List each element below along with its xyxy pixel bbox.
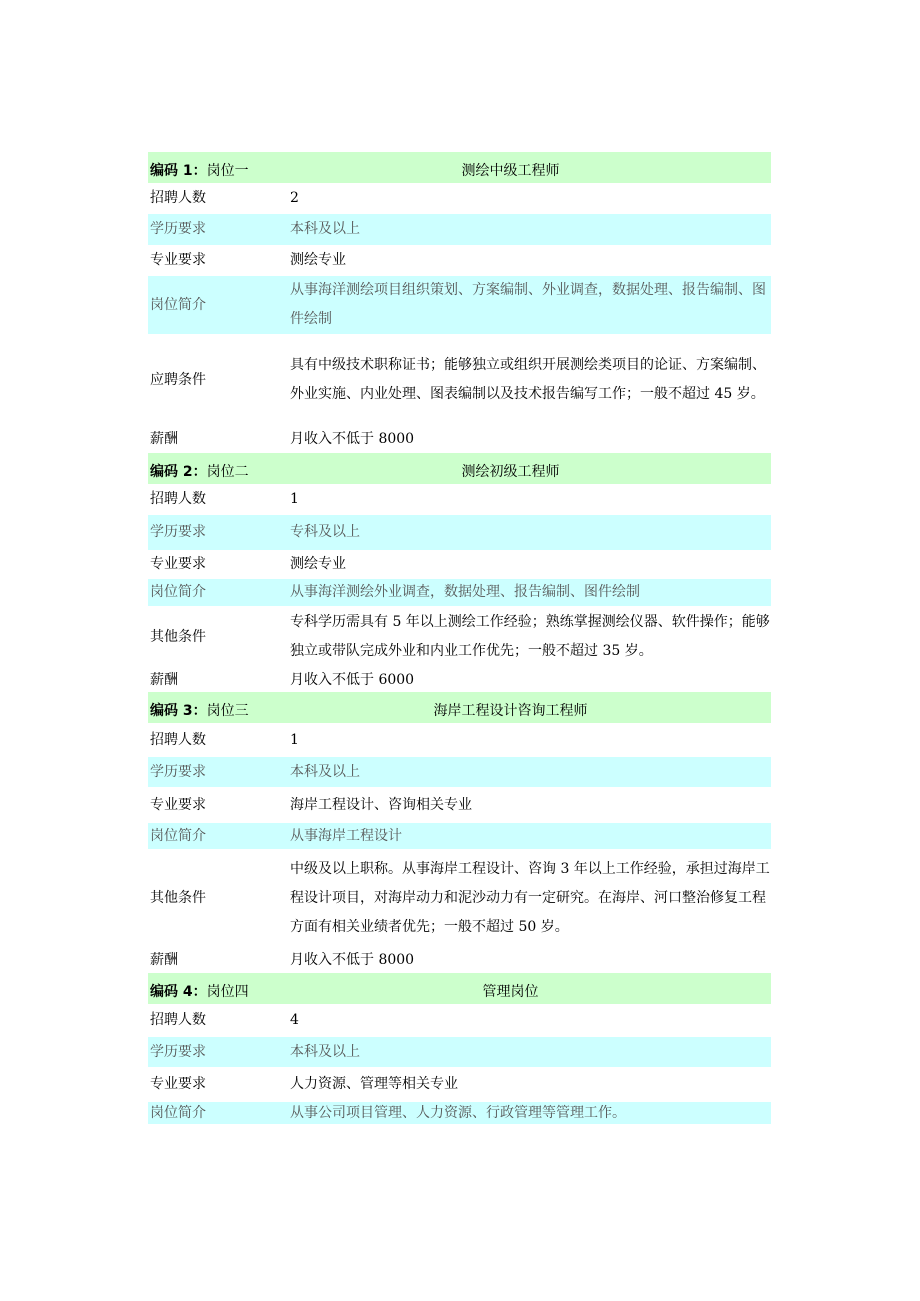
row-education: 学历要求 专科及以上	[148, 515, 771, 550]
row-salary: 薪酬 月收入不低于 8000	[150, 431, 415, 447]
position-title: 海岸工程设计咨询工程师	[433, 703, 588, 719]
position-code: 编码 3：岗位三	[150, 703, 249, 719]
row-headcount: 招聘人数 1	[150, 731, 299, 748]
row-requirements: 其他条件 中级及以上职称。从事海岸工程设计、咨询 3 年以上工作经验，承担过海岸工程设计项目，对海岸动力和泥沙动力有一定研究。在海岸、河口整治修复工程方面有相关业绩者优先；一般不超过 50 岁。	[150, 860, 770, 935]
position-code: 编码 1：岗位一	[150, 163, 249, 179]
row-requirements: 其他条件 专科学历需具有 5 年以上测绘工作经验；熟练掌握测绘仪器、软件操作；能够独立或带队完成外业和内业工作优先；一般不超过 35 岁。	[150, 614, 770, 659]
row-major: 专业要求 人力资源、管理等相关专业	[150, 1076, 458, 1092]
row-education: 学历要求 本科及以上	[148, 1037, 771, 1067]
position-4-header	[148, 973, 771, 1004]
row-headcount: 招聘人数 4	[150, 1012, 299, 1028]
position-1-header	[148, 152, 771, 183]
row-description: 岗位简介 从事海洋测绘外业调查，数据处理、报告编制、图件绘制	[148, 579, 771, 606]
row-description: 岗位简介 从事海洋测绘项目组织策划、方案编制、外业调查，数据处理、报告编制、图件绘制	[148, 276, 771, 334]
row-major: 专业要求 海岸工程设计、咨询相关专业	[150, 796, 472, 813]
row-headcount: 招聘人数 1	[150, 491, 299, 507]
row-salary: 薪酬 月收入不低于 8000	[150, 951, 415, 968]
row-salary: 薪酬 月收入不低于 6000	[150, 671, 415, 688]
position-title: 测绘中级工程师	[461, 163, 560, 179]
row-education: 学历要求 本科及以上	[148, 757, 771, 787]
row-requirements: 应聘条件 具有中级技术职称证书；能够独立或组织开展测绘类项目的论证、方案编制、外业实施、内业处理、图表编制以及技术报告编写工作；一般不超过 45 岁。	[150, 357, 766, 402]
position-code: 编码 4：岗位四	[150, 984, 249, 1000]
position-title: 测绘初级工程师	[461, 464, 560, 480]
row-description: 岗位简介 从事公司项目管理、人力资源、行政管理等管理工作。	[148, 1102, 771, 1124]
position-3-header	[148, 692, 771, 723]
row-major: 专业要求 测绘专业	[150, 556, 346, 572]
position-code: 编码 2：岗位二	[150, 464, 249, 480]
row-education: 学历要求 本科及以上	[148, 214, 771, 245]
position-2-header	[148, 453, 771, 484]
row-headcount: 招聘人数 2	[150, 190, 299, 206]
row-major: 专业要求 测绘专业	[150, 252, 346, 268]
position-title: 管理岗位	[482, 984, 539, 1000]
job-listing-sheet	[148, 152, 771, 1124]
row-description: 岗位简介 从事海岸工程设计	[148, 823, 771, 849]
